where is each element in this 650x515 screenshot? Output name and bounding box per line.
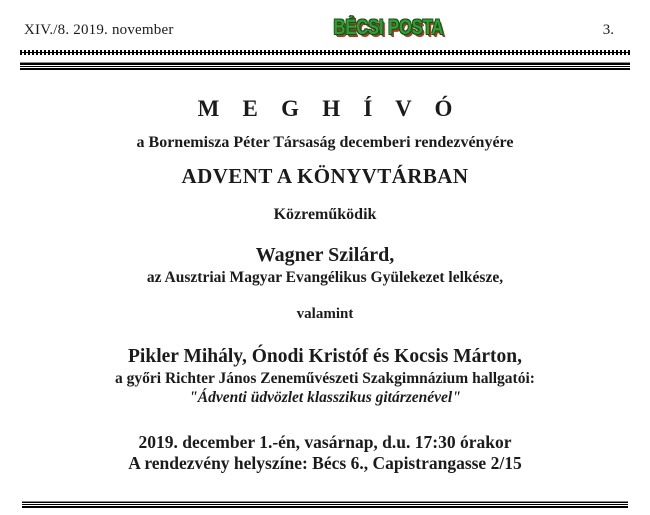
dotted-divider [20,50,630,55]
invitation-subtitle: a Bornemisza Péter Társaság decemberi rendezvényére [136,134,514,151]
students-description: a győri Richter János Zeneművészeti Szakgimnázium hallgatói: [115,370,535,387]
performer-role: az Ausztriai Magyar Evangélikus Gyülekezet lelkésze, [146,269,504,286]
students-names: Pikler Mihály, Ónodi Kristóf és Kocsis Márton, [128,346,522,367]
conjunction-label: valamint [296,306,354,322]
event-title: ADVENT A KÖNYVTÁRBAN [181,164,469,188]
page-number: 3. [602,22,614,38]
event-datetime: 2019. december 1.-én, vasárnap, d.u. 17:30 órakor [138,432,512,452]
invitation-body [0,94,650,474]
bottom-thick-divider [22,501,628,508]
performer-name: Wagner Szilárd, [255,244,395,266]
event-venue: A rendezvény helyszíne: Bécs 6., Capistrangasse 2/15 [128,453,522,473]
contributors-label: Közreműködik [273,206,377,223]
issue-date-label: XIV./8. 2019. november [24,22,174,38]
program-title: "Ádventi üdvözlet klasszikus gitárzenével" [189,389,461,406]
invitation-title: M E G H Í V Ó [197,96,462,121]
top-thick-divider [20,62,630,70]
masthead [0,0,650,42]
becsi-posta-logo: BÉCSI POSTA [333,16,444,39]
